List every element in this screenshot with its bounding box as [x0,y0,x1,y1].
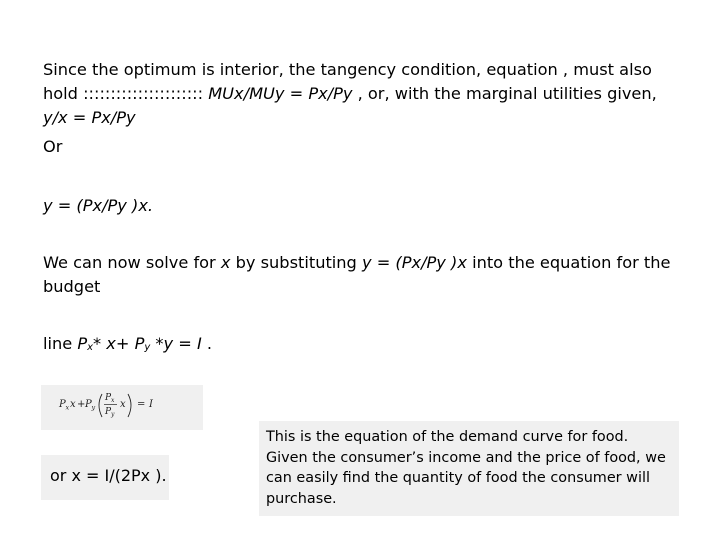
mrs-equation: MUx/MUy = Px/Py [208,84,353,103]
note-line-1: This is the equation of the demand curve for food. [266,429,629,445]
substitution-text-b: by substituting [230,253,362,272]
tangency-paragraph [43,58,657,130]
or-label: Or [43,137,63,156]
budget-end: . [201,334,213,353]
eq-left-paren [99,394,102,417]
eq-P2: P [85,399,92,410]
eq-den-sub: y [111,411,115,418]
demand-curve-note [259,421,679,516]
note-line-3: can easily find the quantity of food the consumer will [266,470,650,486]
eq-sub-y: y [91,403,96,412]
note-line-4: purchase. [266,490,337,507]
eq-den-P: P [105,407,112,417]
eq-P1: P [59,399,66,410]
budget-line-prefix: line [43,334,78,353]
result-box [41,455,169,500]
substitution-line-1 [43,251,670,275]
substitution-paragraph [43,251,670,299]
price-x-subscript: x [87,342,94,353]
substitution-text-a: We can now solve for [43,253,221,272]
budget-mid-2: *y = I [150,334,202,353]
price-y-subscript: y [144,342,151,353]
eq-paren-x: x [120,399,126,410]
hold-text: hold :::::::::::::::::::::: [43,84,209,103]
substitution-text-c: into the equation for the [466,253,671,272]
eq-num-sub: x [111,397,115,404]
substitution-expression: y = (Px/Py )x [361,253,467,272]
tangency-line-2 [43,82,657,106]
equation-svg [41,385,203,430]
eq-plus: + [77,399,86,410]
variable-x: x [220,253,231,272]
y-equation: y = (Px/Py )x. [43,196,154,215]
note-line-2: Given the consumer’s income and the price of food, we [266,449,666,466]
equation-image [41,385,203,430]
eq-x: x [70,399,76,410]
eq-right-paren [128,394,131,417]
eq-num-P: P [105,393,112,403]
ratio-equation: y/x = Px/Py [43,108,136,127]
price-y-symbol: P [134,334,145,353]
price-x-symbol: P [77,334,88,353]
substitution-line-2: budget [43,277,101,296]
budget-mid-1: * x+ [93,334,135,353]
marginal-utilities-text: , or, with the marginal utilities given, [352,84,657,103]
result-equation: or x = I/(2Px ). [50,466,167,485]
eq-equals: = [137,399,146,410]
eq-sub-x: x [65,403,70,412]
eq-I: I [149,399,153,410]
tangency-line-1: Since the optimum is interior, the tangency condition, equation , must also [43,60,652,79]
budget-line-equation [43,332,212,360]
